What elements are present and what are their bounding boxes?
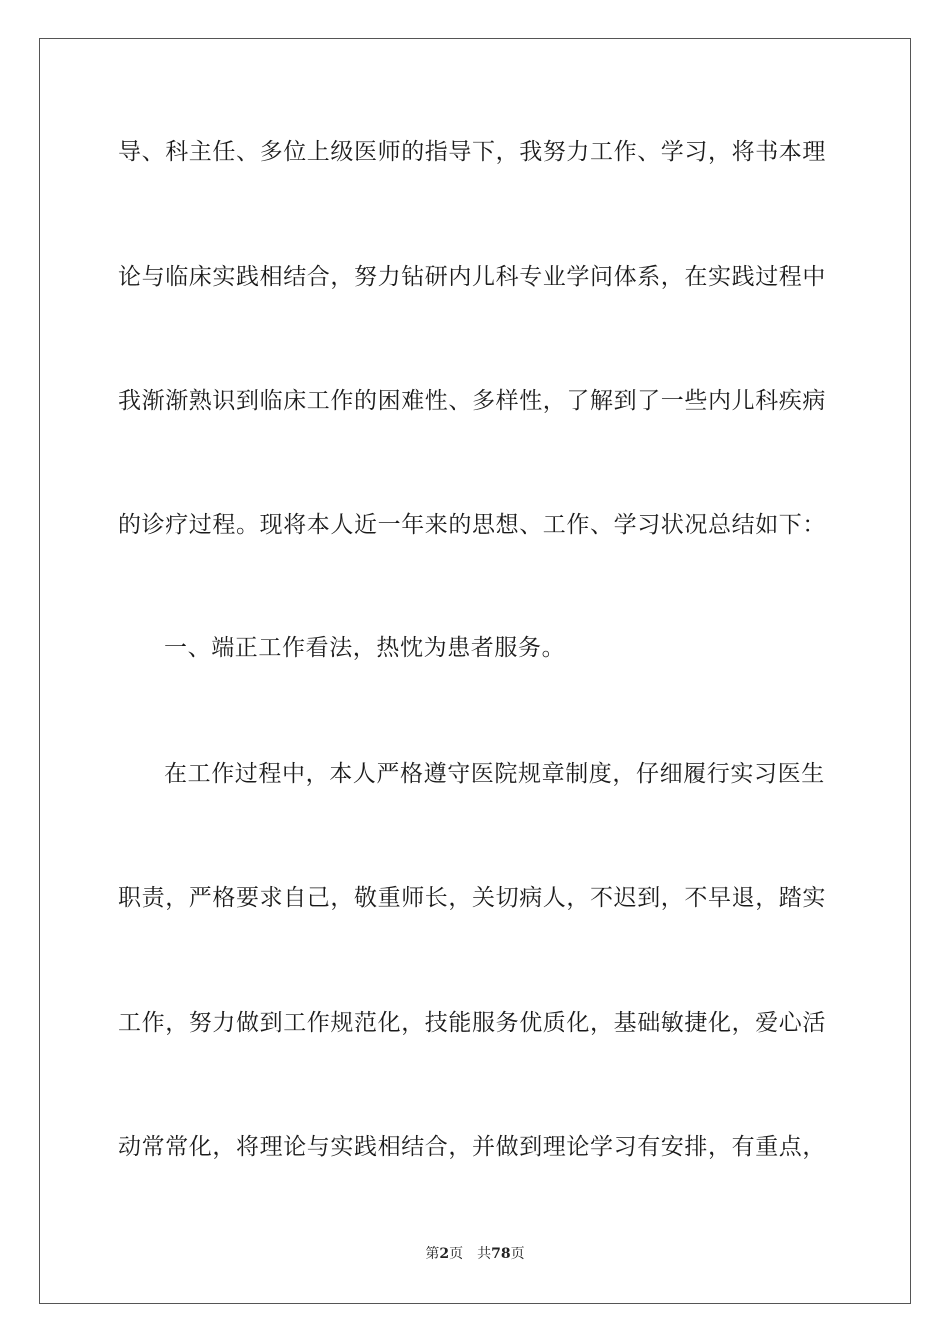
text-line: 工作，努力做到工作规范化，技能服务优质化，基础敏捷化，爱心活 <box>118 1010 826 1036</box>
total-suffix: 页 <box>510 1246 525 1262</box>
text-line: 在工作过程中，本人严格遵守医院规章制度，仔细履行实习医生 <box>164 761 825 787</box>
total-prefix: 共 <box>477 1246 492 1262</box>
page-number: 2 <box>439 1246 450 1262</box>
text-line: 我渐渐熟识到临床工作的困难性、多样性，了解到了一些内儿科疾病 <box>118 388 826 414</box>
text-line: 导、科主任、多位上级医师的指导下，我努力工作、学习，将书本理 <box>118 139 826 165</box>
total-pages: 78 <box>491 1246 511 1262</box>
text-line: 动常常化，将理论与实践相结合，并做到理论学习有安排，有重点， <box>118 1134 826 1160</box>
text-line: 论与临床实践相结合，努力钻研内儿科专业学问体系，在实践过程中 <box>118 264 826 290</box>
text-line: 职责，严格要求自己，敬重师长，关切病人，不迟到，不早退，踏实 <box>118 885 826 911</box>
page-suffix: 页 <box>449 1246 464 1262</box>
text-line: 的诊疗过程。现将本人近一年来的思想、工作、学习状况总结如下： <box>118 512 826 538</box>
page-prefix: 第 <box>425 1246 440 1262</box>
page-border <box>39 38 911 1304</box>
section-heading: 一、端正工作看法，热忱为患者服务。 <box>164 635 566 661</box>
page-footer <box>0 1245 950 1263</box>
